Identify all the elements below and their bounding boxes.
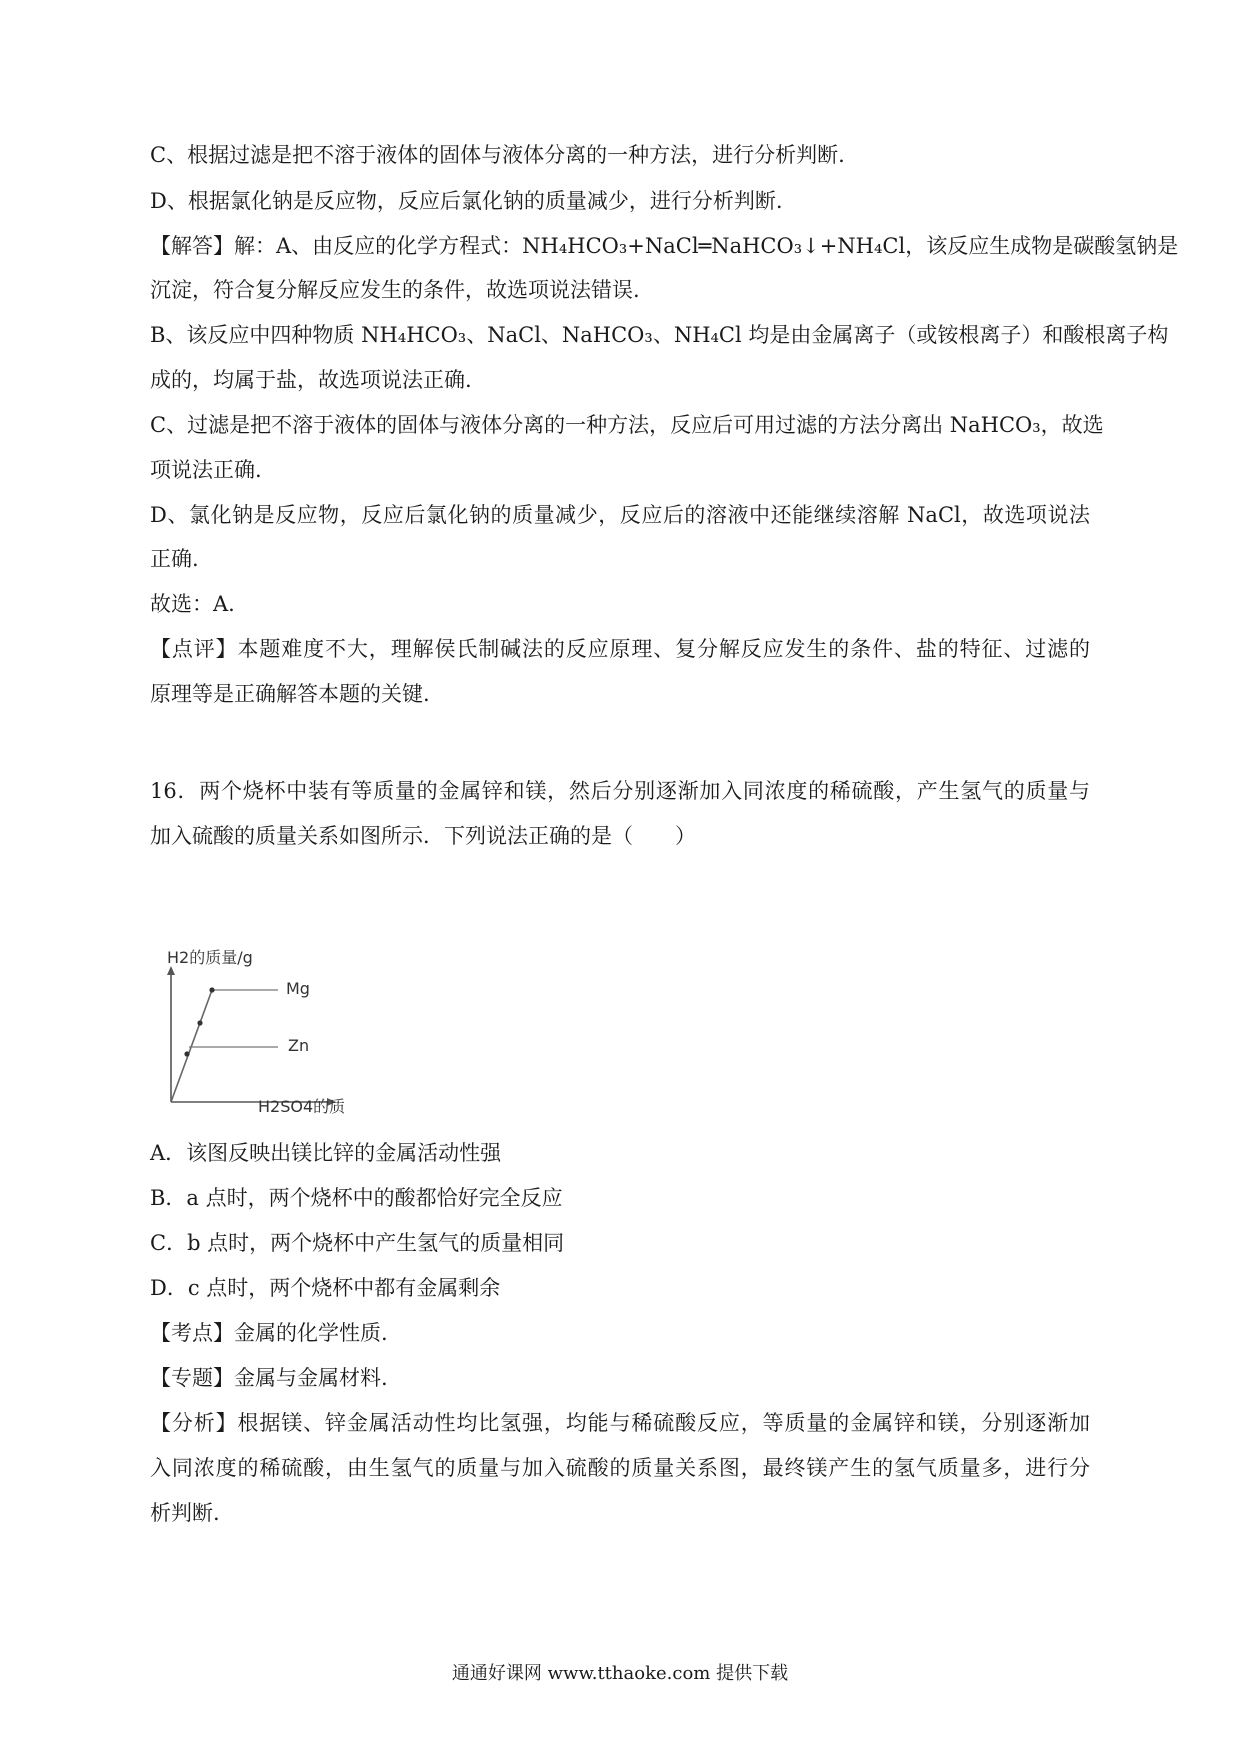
line-8: 项说法正确. bbox=[150, 458, 262, 482]
line-2: D、根据氯化钠是反应物，反应后氯化钠的质量减少，进行分析判断. bbox=[150, 189, 783, 213]
analysis-line-1: 【分析】根据镁、锌金属活动性均比氢强，均能与稀硫酸反应，等质量的金属锌和镁，分别逐渐加 bbox=[150, 1411, 1090, 1435]
y-axis-label: H2的质量/g bbox=[167, 948, 253, 967]
series-label-zn: Zn bbox=[288, 1036, 310, 1055]
series-label-mg: Mg bbox=[286, 979, 310, 998]
kaodian-line: 【考点】金属的化学性质. bbox=[150, 1321, 388, 1345]
line-1: C、根据过滤是把不溶于液体的固体与液体分离的一种方法，进行分析判断. bbox=[150, 143, 845, 167]
x-axis-label: H2SO4的质 bbox=[258, 1097, 346, 1116]
analysis-line-2: 入同浓度的稀硫酸，由生氢气的质量与加入硫酸的质量关系图，最终镁产生的氢气质量多，进行分 bbox=[150, 1456, 1090, 1480]
line-12: 【点评】本题难度不大，理解侯氏制碱法的反应原理、复分解反应发生的条件、盐的特征、过滤的 bbox=[150, 637, 1090, 661]
point-c bbox=[209, 987, 214, 992]
option-b: B．a 点时，两个烧杯中的酸都恰好完全反应 bbox=[150, 1186, 563, 1210]
line-6: 成的，均属于盐，故选项说法正确. bbox=[150, 368, 472, 392]
question-16-line-1: 16．两个烧杯中装有等质量的金属锌和镁，然后分别逐渐加入同浓度的稀硫酸，产生氢气的质量与 bbox=[150, 779, 1090, 803]
option-c: C．b 点时，两个烧杯中产生氢气的质量相同 bbox=[150, 1231, 565, 1255]
line-5: B、该反应中四种物质 NH₄HCO₃、NaCl、NaHCO₃、NH₄Cl 均是由金属离子（或铵根离子）和酸根离子构 bbox=[150, 323, 1169, 347]
line-10: 正确. bbox=[150, 547, 199, 571]
line-7: C、过滤是把不溶于液体的固体与液体分离的一种方法，反应后可用过滤的方法分离出 NaHCO₃，故选 bbox=[150, 413, 1104, 437]
line-3: 【解答】解：A、由反应的化学方程式：NH₄HCO₃+NaCl═NaHCO₃↓+NH₄Cl，该反应生成物是碳酸氢钠是 bbox=[150, 234, 1179, 258]
zhuanti-line: 【专题】金属与金属材料. bbox=[150, 1366, 388, 1390]
page-footer: 通通好课网 www.tthaoke.com 提供下载 bbox=[451, 1663, 789, 1684]
point-a bbox=[184, 1051, 189, 1056]
option-d: D．c 点时，两个烧杯中都有金属剩余 bbox=[150, 1276, 501, 1300]
analysis-line-3: 析判断. bbox=[150, 1501, 220, 1525]
figure-graphic bbox=[160, 950, 375, 1115]
option-a: A．该图反映出镁比锌的金属活动性强 bbox=[150, 1141, 502, 1165]
line-13: 原理等是正确解答本题的关键. bbox=[150, 682, 430, 706]
reaction-line-rising bbox=[171, 990, 212, 1102]
point-b bbox=[197, 1020, 202, 1025]
line-11: 故选：A. bbox=[150, 592, 235, 616]
question-16-line-2: 加入硫酸的质量关系如图所示．下列说法正确的是（ ） bbox=[150, 824, 696, 848]
hydrogen-mass-figure bbox=[160, 950, 375, 1115]
line-9: D、氯化钠是反应物，反应后氯化钠的质量减少，反应后的溶液中还能继续溶解 NaCl，故选项说法 bbox=[150, 503, 1090, 527]
line-4: 沉淀，符合复分解反应发生的条件，故选项说法错误. bbox=[150, 278, 640, 302]
